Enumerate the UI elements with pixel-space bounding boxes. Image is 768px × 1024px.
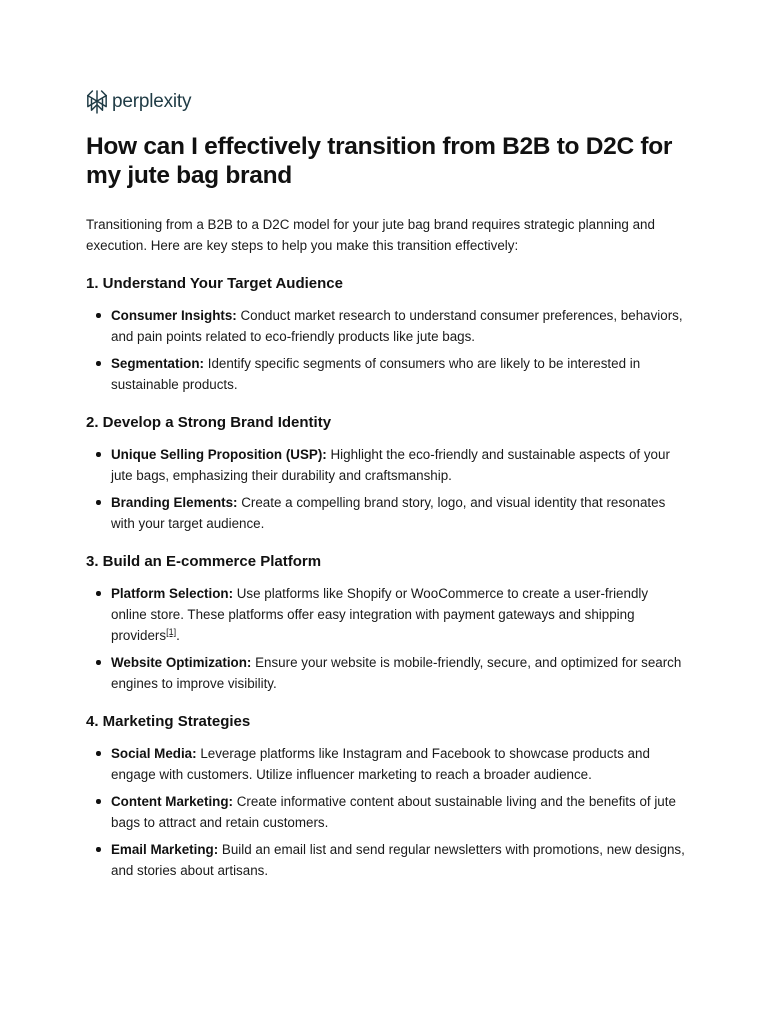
list-item-tail: . — [176, 628, 180, 643]
brand-logo — [86, 88, 686, 116]
list-item — [86, 652, 686, 694]
page-title: How can I effectively transition from B2B to D2C for my jute bag brand — [86, 133, 673, 189]
section-heading: 2. Develop a Strong Brand Identity — [86, 414, 332, 431]
bullet-list — [86, 583, 686, 694]
section-heading: 3. Build an E-commerce Platform — [86, 553, 322, 570]
list-item — [86, 444, 686, 486]
list-item-term: Platform Selection: — [111, 586, 234, 601]
list-item — [86, 305, 686, 347]
brand-name: perplexity — [112, 91, 192, 112]
list-item-text: Build an email list and send regular newsletters with promotions, new designs, and stories about artisans. — [111, 842, 685, 878]
list-item-text: Create a compelling brand story, logo, and visual identity that resonates with your target audience. — [111, 495, 666, 531]
list-item-term: Branding Elements: — [111, 495, 238, 510]
list-item — [86, 743, 686, 785]
perplexity-logo-icon — [86, 90, 108, 114]
list-item-term: Email Marketing: — [111, 842, 219, 857]
list-item-text: Conduct market research to understand consumer preferences, behaviors, and pain points related to eco-friendly products like jute bags. — [111, 308, 683, 344]
list-item-term: Segmentation: — [111, 356, 204, 371]
bullet-list — [86, 305, 686, 395]
list-item-text: Create informative content about sustainable living and the benefits of jute bags to attract and retain customers. — [111, 794, 676, 830]
list-item-text: Highlight the eco-friendly and sustainable aspects of your jute bags, emphasizing their durability and craftsmanship. — [111, 447, 670, 483]
list-item — [86, 839, 686, 881]
list-item-term: Social Media: — [111, 746, 197, 761]
citation-link[interactable]: [1] — [166, 627, 177, 637]
document-page — [86, 88, 686, 887]
list-item-text: Leverage platforms like Instagram and Facebook to showcase products and engage with customers. Utilize influencer marketing to reach a broader audience. — [111, 746, 650, 782]
list-item-text: Identify specific segments of consumers who are likely to be interested in sustainable products. — [111, 356, 641, 392]
list-item-term: Unique Selling Proposition (USP): — [111, 447, 327, 462]
list-item-term: Consumer Insights: — [111, 308, 237, 323]
list-item — [86, 492, 686, 534]
bullet-list — [86, 743, 686, 881]
list-item-text: Use platforms like Shopify or WooCommerce to create a user-friendly online store. These platforms offer easy integration with payment gateways and shipping providers — [111, 586, 649, 643]
list-item — [86, 353, 686, 395]
intro-paragraph: Transitioning from a B2B to a D2C model for your jute bag brand requires strategic planning and execution. Here are key steps to help you make this transition effectively: — [86, 217, 655, 253]
list-item-text: Ensure your website is mobile-friendly, secure, and optimized for search engines to improve visibility. — [111, 655, 682, 691]
list-item-term: Content Marketing: — [111, 794, 233, 809]
bullet-list — [86, 444, 686, 534]
list-item-term: Website Optimization: — [111, 655, 252, 670]
list-item — [86, 583, 686, 646]
list-item — [86, 791, 686, 833]
section-heading: 4. Marketing Strategies — [86, 713, 251, 730]
section-heading: 1. Understand Your Target Audience — [86, 275, 343, 292]
